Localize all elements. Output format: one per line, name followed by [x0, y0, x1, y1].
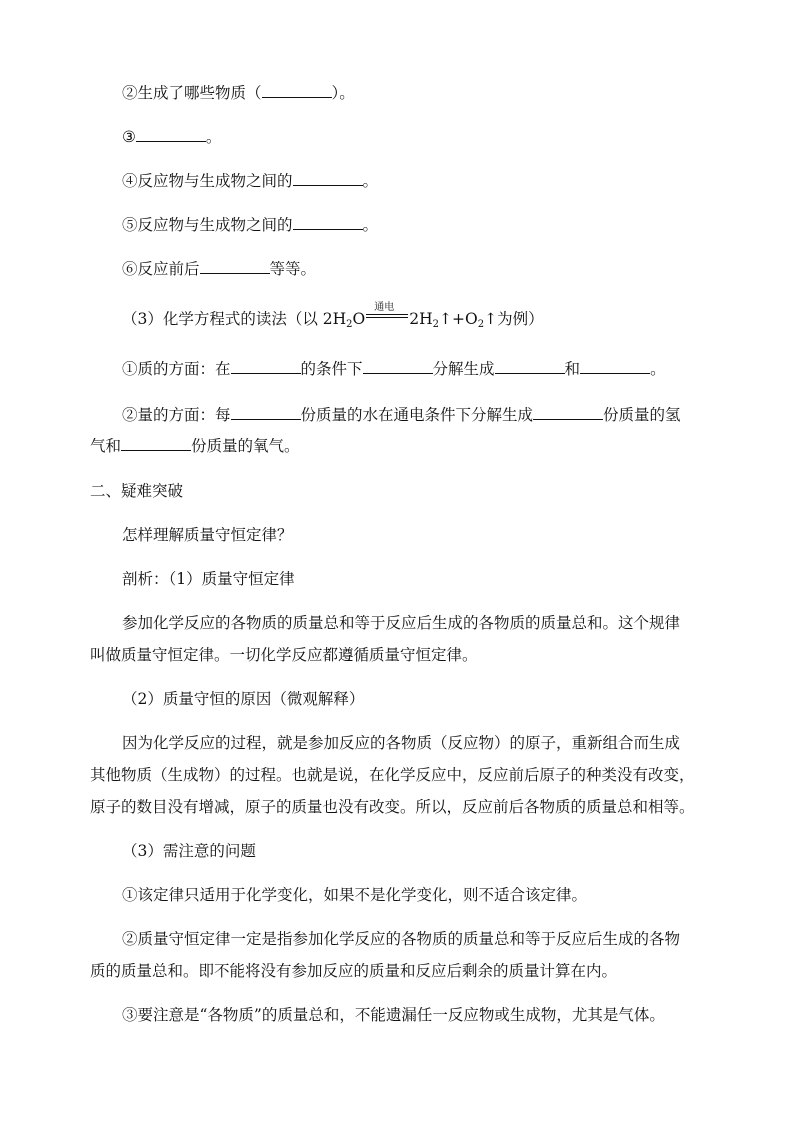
answer-blank[interactable]	[231, 359, 301, 374]
section-heading: 二、疑难突破	[90, 482, 184, 500]
question-products-line	[122, 83, 355, 103]
text-segment: 。	[650, 360, 666, 378]
paragraph-line: 参加化学反应的各物质的质量总和等于反应后生成的各物质的质量总和。这个规律	[122, 614, 681, 632]
subscript: 2	[477, 319, 485, 330]
question-heading: 怎样理解质量守恒定律？	[122, 526, 293, 544]
text-segment: 。	[362, 172, 379, 190]
text-segment: ⑤反应物与生成物之间的	[122, 216, 293, 234]
answer-blank[interactable]	[231, 405, 301, 420]
subscript: 2	[346, 319, 353, 330]
text-segment: 份质量的水在通电条件下分解生成	[300, 406, 534, 424]
equation-reading-heading	[122, 302, 544, 335]
question-third-line	[122, 127, 221, 147]
text-segment: 。	[205, 128, 222, 146]
text-segment: ）。	[331, 84, 355, 102]
text-segment: 分解生成	[432, 360, 495, 378]
text-segment: ②生成了哪些物质（	[122, 84, 262, 102]
equals-bar	[366, 317, 408, 318]
text-segment: （3）化学方程式的读法（以 2H	[122, 310, 347, 328]
text-segment: 份质量的氢	[603, 406, 681, 424]
answer-blank[interactable]	[200, 259, 270, 274]
paragraph-line: 原子的数目没有增减，原子的质量也没有改变。所以，反应前后各物质的质量总和相等。	[90, 798, 695, 816]
answer-blank[interactable]	[293, 171, 363, 186]
subheading: （2）质量守恒的原因（微观解释）	[122, 690, 365, 708]
condition-label: 通电	[374, 302, 395, 313]
text-segment: ①质的方面：在	[122, 360, 231, 378]
text-segment: O	[352, 310, 366, 328]
paragraph-line: 叫做质量守恒定律。一切化学反应都遵循质量守恒定律。	[90, 646, 478, 664]
text-segment: ③	[122, 128, 136, 146]
text-segment: ④反应物与生成物之间的	[122, 172, 293, 190]
text-segment: 份质量的氧气。	[191, 437, 300, 455]
paragraph-line: ③要注意是“各物质”的质量总和，不能遗漏任一反应物或生成物，尤其是气体。	[122, 1006, 665, 1024]
question-fourth-line	[122, 171, 378, 191]
paragraph-line: ②质量守恒定律一定是指参加化学反应的各物质的质量总和等于反应后生成的各物	[122, 930, 681, 948]
answer-blank[interactable]	[363, 359, 433, 374]
reaction-condition-sign	[366, 302, 408, 324]
question-fifth-line	[122, 215, 378, 235]
text-segment: ↑+O	[439, 310, 478, 328]
subscript: 2	[432, 319, 440, 330]
quality-aspect-line	[122, 359, 666, 379]
answer-blank[interactable]	[121, 436, 191, 451]
answer-blank[interactable]	[533, 405, 603, 420]
text-segment: 的条件下	[300, 360, 363, 378]
subheading: （3）需注意的问题	[122, 842, 256, 860]
quantity-aspect-line-cont	[90, 436, 300, 456]
answer-blank[interactable]	[262, 83, 332, 98]
quantity-aspect-line	[122, 405, 681, 425]
text-segment: ⑥反应前后	[122, 260, 200, 278]
analysis-heading: 剖析：（1）质量守恒定律	[122, 570, 295, 588]
answer-blank[interactable]	[293, 215, 363, 230]
text-segment: ↑为例）	[484, 310, 544, 328]
paragraph-line: 质的质量总和。即不能将没有参加反应的质量和反应后剩余的质量计算在内。	[90, 962, 618, 980]
answer-blank[interactable]	[495, 359, 565, 374]
question-sixth-line	[122, 259, 316, 279]
answer-blank[interactable]	[580, 359, 650, 374]
text-segment: 和	[564, 360, 581, 378]
text-segment: 气和	[90, 437, 122, 455]
equals-bar	[366, 314, 408, 315]
text-segment: 2H	[409, 310, 433, 328]
answer-blank[interactable]	[136, 127, 206, 142]
text-segment: 等等。	[269, 260, 317, 278]
paragraph-line: ①该定律只适用于化学变化，如果不是化学变化，则不适合该定律。	[122, 886, 588, 904]
paragraph-line: 其他物质（生成物）的过程。也就是说，在化学反应中，反应前后原子的种类没有改变，	[90, 766, 695, 784]
text-segment: ②量的方面：每	[122, 406, 231, 424]
paragraph-line: 因为化学反应的过程，就是参加反应的各物质（反应物）的原子，重新组合而生成	[122, 734, 681, 752]
text-segment: 。	[362, 216, 379, 234]
